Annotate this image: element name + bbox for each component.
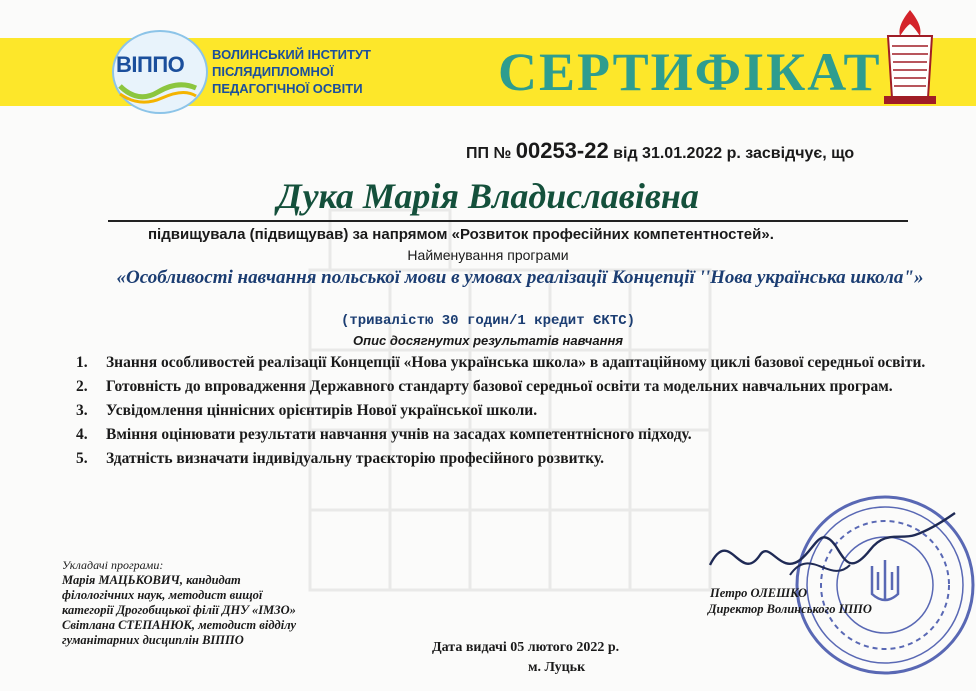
certificate-number: 00253-22 [515, 138, 609, 163]
signer-position: Директор Волинського ІППО [708, 602, 872, 616]
item-text: Вміння оцінювати результати навчання учнів на засадах компетентнісного підходу. [106, 426, 692, 443]
item-text: Готовність до впровадження Державного стандарту базової середньої освіти та модельних навчальних програм. [106, 378, 893, 395]
certificate-number-line [466, 138, 854, 164]
program-label: Найменування програми [407, 247, 569, 263]
list-item [76, 425, 956, 445]
item-number: 2. [76, 378, 88, 395]
institute-line-2: ПІСЛЯДИПЛОМНОЇ [212, 64, 334, 79]
institute-line-3: ПЕДАГОГІЧНОЇ ОСВІТИ [212, 81, 363, 96]
item-number: 3. [76, 402, 88, 419]
logo-wave-icon [118, 78, 198, 104]
name-underline [108, 220, 908, 222]
authors-heading: Укладачі програми: [62, 558, 164, 572]
issue-city: м. Луцьк [528, 660, 586, 675]
program-title: «Особливості навчання польської мови в умовах реалізації Концепції ''Нова українська школа"» [116, 267, 924, 288]
list-item [76, 401, 956, 421]
recipient-name: Дука Марія Владиславівна [277, 176, 699, 216]
item-number: 1. [76, 354, 88, 371]
list-item [76, 353, 956, 373]
item-text: Усвідомлення ціннісних орієнтирів Нової української школи. [106, 402, 538, 419]
logo-abbreviation: ВІППО [116, 52, 185, 77]
authors-block [62, 573, 372, 648]
outcomes-label: Опис досягнутих результатів навчання [353, 333, 623, 348]
director-signature [700, 505, 960, 595]
list-item [76, 449, 956, 469]
author-line: Світлана СТЕПАНЮК, методист відділу [62, 618, 296, 632]
number-prefix: ПП № [466, 145, 512, 162]
list-item [76, 377, 956, 397]
item-text: Знання особливостей реалізації Концепції «Нова українська школа» в адаптаційному циклі базової середньої освіти. [106, 354, 926, 371]
certificate-title: СЕРТИФІКАТ [498, 42, 882, 102]
program-duration: (тривалістю 30 годин/1 кредит ЄКТС) [340, 313, 636, 329]
signer-name: Петро ОЛЕШКО [710, 586, 808, 600]
emblem-icon [876, 6, 944, 106]
institute-name [212, 46, 371, 97]
author-line: філологічних наук, методист вищої [62, 588, 263, 602]
author-line: гуманітарних дисциплін ВІППО [62, 633, 244, 647]
author-line: Марія МАЦЬКОВИЧ, кандидат [62, 573, 241, 587]
item-text: Здатність визначати індивідуальну траєкторію професійного розвитку. [106, 450, 604, 467]
item-number: 4. [76, 426, 88, 443]
outcomes-list [76, 353, 956, 473]
issue-date: Дата видачі 05 лютого 2022 р. [432, 640, 620, 655]
institute-line-1: ВОЛИНСЬКИЙ ІНСТИТУТ [212, 47, 371, 62]
author-line: категорії Дрогобицької філії ДНУ «ІМЗО» [62, 603, 296, 617]
item-number: 5. [76, 450, 88, 467]
direction-text: підвищувала (підвищував) за напрямом «Розвиток професійних компетентностей». [148, 226, 774, 243]
certificate-date: від 31.01.2022 р. засвідчує, що [613, 145, 855, 162]
